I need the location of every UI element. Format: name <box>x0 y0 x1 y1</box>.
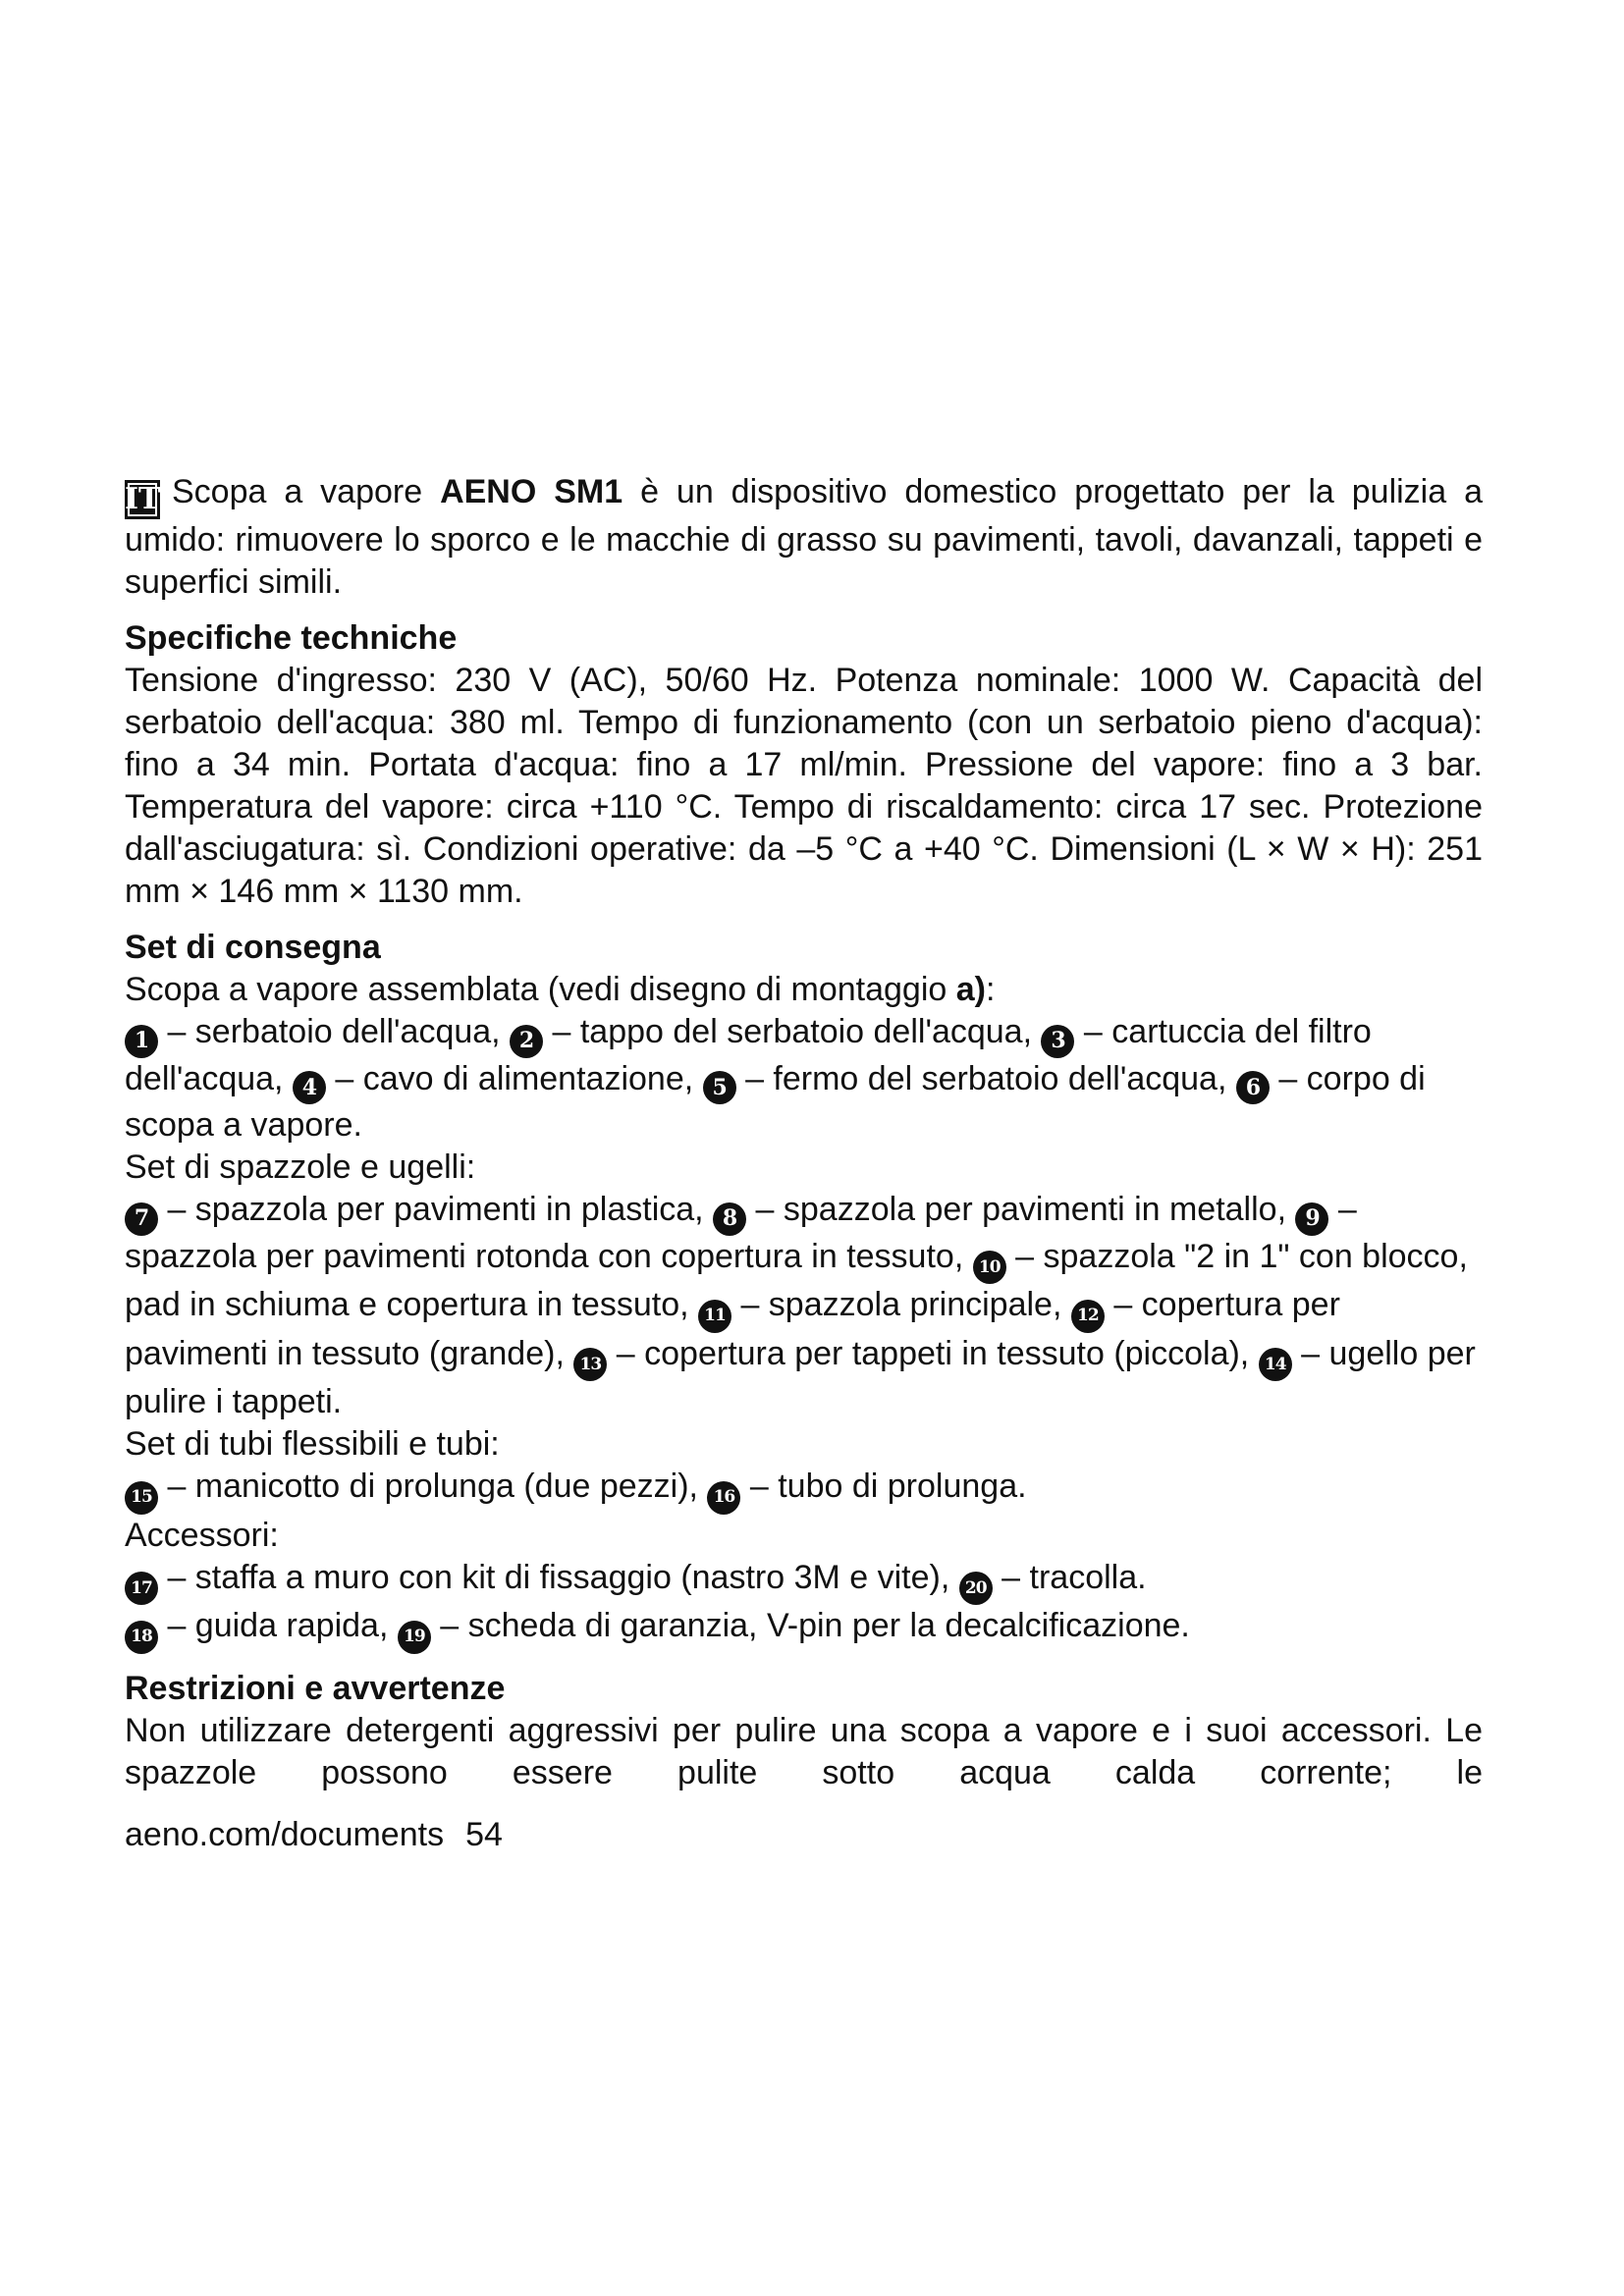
tubes-label: Set di tubi flessibili e tubi: <box>125 1425 500 1463</box>
item-number-icon: 2 <box>510 1025 543 1058</box>
item-number-icon: 17 <box>125 1572 158 1605</box>
item-number-icon: 18 <box>125 1621 158 1654</box>
item-number-icon: 20 <box>959 1572 993 1605</box>
item-text: – cartuccia del filtro dell'acqua, <box>125 1013 1372 1097</box>
accessories-list-2 <box>125 1605 1483 1654</box>
brushes-label: Set di spazzole e ugelli: <box>125 1148 476 1186</box>
brushes-list <box>125 1189 1483 1423</box>
item-text: – scheda di garanzia, V-pin per la decalcificazione. <box>430 1607 1190 1644</box>
page-footer <box>125 1814 503 1856</box>
item-number-icon: 12 <box>1071 1300 1105 1333</box>
item-number-icon: 7 <box>125 1202 158 1236</box>
item-text: – copertura per pavimenti in tessuto (grande), <box>125 1286 1340 1372</box>
item-text: – serbatoio dell'acqua, <box>158 1013 511 1050</box>
delivery-heading: Set di consegna <box>125 929 381 966</box>
item-number-icon: 4 <box>293 1071 326 1104</box>
item-text: – tracolla. <box>992 1558 1147 1596</box>
restrictions-heading: Restrizioni e avvertenze <box>125 1669 506 1707</box>
item-text: – fermo del serbatoio dell'acqua, <box>735 1059 1236 1097</box>
assembled-line: Scopa a vapore assemblata (vedi disegno di montaggio a): <box>125 971 996 1008</box>
item-text: – guida rapida, <box>158 1607 398 1644</box>
item-number-icon: 16 <box>707 1481 740 1515</box>
item-number-icon: 5 <box>703 1071 736 1104</box>
item-number-icon: 8 <box>713 1202 746 1236</box>
item-text: – spazzola per pavimenti in plastica, <box>158 1191 714 1228</box>
item-text: – corpo di scopa a vapore. <box>125 1059 1426 1144</box>
footer-url: aeno.com/documents <box>125 1816 445 1853</box>
tubes-list <box>125 1466 1483 1515</box>
item-number-icon: 14 <box>1259 1348 1292 1381</box>
item-text: – cavo di alimentazione, <box>325 1059 703 1097</box>
item-number-icon: 19 <box>398 1621 431 1654</box>
product-name: AENO SM1 <box>440 473 623 510</box>
page-number: 54 <box>465 1816 503 1853</box>
item-text: – spazzola principale, <box>731 1286 1071 1323</box>
accessories-label: Accessori: <box>125 1516 279 1554</box>
specs-paragraph: Tensione d'ingresso: 230 V (AC), 50/60 Hz. Potenza nominale: 1000 W. Capacità del serbatoio dell'acqua: 380 ml. Tempo di funzionamento (con un serbatoio pieno d'acqua): fino a 34 min. Portata d'acqua: fino a 17 ml/min. Pressione del vapore: fino a 3 bar. Temperatura del vapore: circa +110 °C. Tempo di riscaldamento: circa 17 sec. Protezione dall'asciugatura: sì. Condizioni operative: da –5 °C a +40 °C. Dimensioni (L × W × H): 251 mm × 146 mm × 1130 mm. <box>125 662 1483 910</box>
item-number-icon: 1 <box>125 1025 158 1058</box>
item-text: – copertura per tappeti in tessuto (piccola), <box>607 1334 1259 1372</box>
item-number-icon: 9 <box>1295 1202 1328 1236</box>
intro-paragraph: IT Scopa a vapore AENO SM1 è un dispositivo domestico progettato per la pulizia a umido: rimuovere lo sporco e le macchie di grasso su pavimenti, tavoli, davanzali, tappeti e superfici simili. <box>125 473 1483 601</box>
item-number-icon: 15 <box>125 1481 158 1515</box>
item-text: – manicotto di prolunga (due pezzi), <box>158 1468 708 1505</box>
restrictions-paragraph: Non utilizzare detergenti aggressivi per pulire una scopa a vapore e i suoi accessori. Le spazzole possono essere pulite sotto acqua calda corrente; le <box>125 1711 1483 1791</box>
parts-list <box>125 1011 1483 1147</box>
item-text: – tubo di prolunga. <box>740 1468 1027 1505</box>
item-text: – staffa a muro con kit di fissaggio (nastro 3M e vite), <box>158 1558 959 1596</box>
manual-content <box>125 471 1483 1794</box>
accessories-list <box>125 1557 1483 1606</box>
item-number-icon: 10 <box>973 1251 1006 1284</box>
item-text: – spazzola per pavimenti rotonda con copertura in tessuto, <box>125 1191 1357 1275</box>
language-badge-icon: IT <box>125 480 160 519</box>
specs-heading: Specifiche techniche <box>125 619 458 657</box>
item-text: – ugello per pulire i tappeti. <box>125 1334 1476 1420</box>
item-number-icon: 3 <box>1041 1025 1074 1058</box>
item-number-icon: 11 <box>698 1300 731 1333</box>
item-text: – spazzola "2 in 1" con blocco, pad in schiuma e copertura in tessuto, <box>125 1237 1468 1323</box>
item-text: – tappo del serbatoio dell'acqua, <box>543 1013 1042 1050</box>
item-text: – spazzola per pavimenti in metallo, <box>746 1191 1296 1228</box>
item-number-icon: 13 <box>573 1348 607 1381</box>
item-number-icon: 6 <box>1236 1071 1270 1104</box>
drawing-reference: a) <box>955 971 986 1008</box>
